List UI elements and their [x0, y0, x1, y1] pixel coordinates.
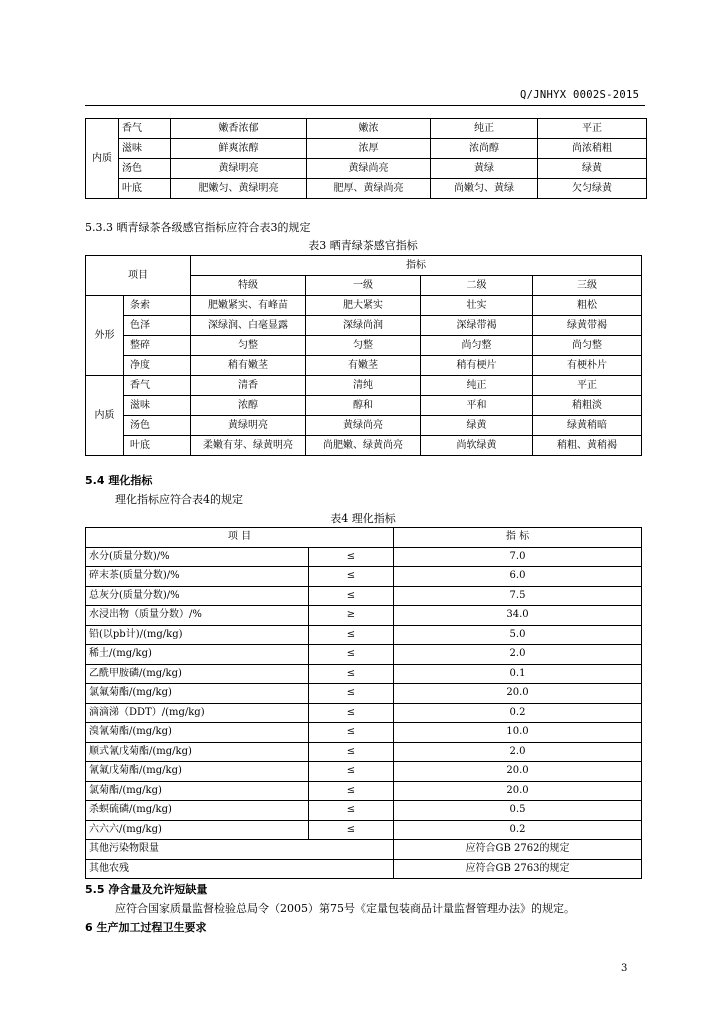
table-cell: 总灰分(质量分数)/%	[86, 586, 309, 606]
table-cell: 0.2	[394, 703, 642, 723]
table-cell: 平正	[538, 119, 647, 139]
table-cell: 柔嫩有芽、绿黄明亮	[191, 436, 306, 456]
table-cell: 尚肥嫩、绿黄尚亮	[306, 436, 421, 456]
table-cell: 0.1	[394, 664, 642, 684]
table-cell: 杀螟硫磷/(mg/kg)	[86, 801, 309, 821]
table-row	[86, 625, 642, 645]
table-cell: 应符合GB 2763的规定	[394, 859, 642, 879]
table-cell: 滋味	[119, 139, 171, 159]
table-row	[86, 684, 642, 704]
table-row	[86, 396, 642, 416]
sensory-table-continued	[85, 118, 647, 199]
table-cell: 粗松	[533, 296, 642, 316]
table-cell: 20.0	[394, 762, 642, 782]
table-cell: 清纯	[306, 376, 421, 396]
header-item: 项 目	[86, 528, 394, 548]
table-cell: 氯氟菊酯/(mg/kg)	[86, 684, 309, 704]
table-cell: 叶底	[119, 179, 171, 199]
table3-caption: 表3 晒青绿茶感官指标	[308, 239, 418, 252]
table-cell: 肥嫩匀、黄绿明亮	[171, 179, 307, 199]
table-cell: 鲜爽浓醇	[171, 139, 307, 159]
table-cell: ≤	[309, 567, 394, 587]
table-cell: 0.2	[394, 820, 642, 840]
table-row	[86, 859, 642, 879]
grade-header: 二级	[421, 276, 533, 296]
table4-caption: 表4 理化指标	[330, 512, 396, 525]
table-cell: 叶底	[124, 436, 191, 456]
table-cell: 尚软绿黄	[421, 436, 533, 456]
table-cell: 0.5	[394, 801, 642, 821]
table-cell: 2.0	[394, 742, 642, 762]
table-cell: 黄绿尚亮	[307, 159, 431, 179]
table-cell: 稍粗淡	[533, 396, 642, 416]
table-cell: 醇和	[306, 396, 421, 416]
table-cell: ≥	[309, 606, 394, 626]
table-cell: 纯正	[421, 376, 533, 396]
table-cell: 7.0	[394, 547, 642, 567]
table-row	[86, 703, 642, 723]
table-cell: 肥嫩紧实、有峰苗	[191, 296, 306, 316]
table-row	[86, 159, 647, 179]
section-5-5-text: 应符合国家质量监督检验总局令（2005）第75号《定量包装商品计量监督管理办法》的规定。	[115, 902, 575, 915]
table-row	[86, 436, 642, 456]
grade-header: 三级	[533, 276, 642, 296]
table-cell: 其他污染物限量	[86, 840, 394, 860]
table-row	[86, 781, 642, 801]
table-cell: 乙酰甲胺磷/(mg/kg)	[86, 664, 309, 684]
table-cell: 色泽	[124, 316, 191, 336]
table-cell: ≤	[309, 801, 394, 821]
table-cell: 6.0	[394, 567, 642, 587]
grade-header: 特级	[191, 276, 306, 296]
header-rule	[85, 105, 645, 106]
section-5-4-title: 5.4 理化指标	[85, 474, 153, 487]
group-label: 外形	[86, 296, 124, 376]
table-cell: ≤	[309, 586, 394, 606]
table-cell: 匀整	[306, 336, 421, 356]
table-cell: 汤色	[124, 416, 191, 436]
table-cell: 顺式氰戊菊酯/(mg/kg)	[86, 742, 309, 762]
table-cell: 绿黄	[421, 416, 533, 436]
header-index: 指 标	[394, 528, 642, 548]
table-row	[86, 664, 642, 684]
table-cell: 黄绿尚亮	[306, 416, 421, 436]
grade-header: 一级	[306, 276, 421, 296]
table-cell: 浓尚醇	[431, 139, 538, 159]
table-cell: 肥大紧实	[306, 296, 421, 316]
table-header-row	[86, 528, 642, 548]
table-row	[86, 376, 642, 396]
table-cell: 尚匀整	[533, 336, 642, 356]
table-cell: ≤	[309, 625, 394, 645]
table-cell: 浓厚	[307, 139, 431, 159]
table-row	[86, 586, 642, 606]
table-cell: 滋味	[124, 396, 191, 416]
table-cell: 条索	[124, 296, 191, 316]
table-cell: 平正	[533, 376, 642, 396]
table-cell: 应符合GB 2762的规定	[394, 840, 642, 860]
table-cell: 绿黄带褐	[533, 316, 642, 336]
table-cell: 尚嫩匀、黄绿	[431, 179, 538, 199]
table-cell: 清香	[191, 376, 306, 396]
table-cell: ≤	[309, 820, 394, 840]
table-row	[86, 416, 642, 436]
table-cell: 7.5	[394, 586, 642, 606]
table-cell: 黄绿明亮	[171, 159, 307, 179]
header-item: 项目	[86, 256, 191, 296]
table-cell: 氰氟戊菊酯/(mg/kg)	[86, 762, 309, 782]
table-cell: 肥厚、黄绿尚亮	[307, 179, 431, 199]
section-5-5-title: 5.5 净含量及允许短缺量	[85, 883, 208, 896]
table-cell: 水分(质量分数)/%	[86, 547, 309, 567]
table-cell: 10.0	[394, 723, 642, 743]
table-cell: 汤色	[119, 159, 171, 179]
table-row	[86, 606, 642, 626]
section-5-4-text: 理化指标应符合表4的规定	[115, 493, 243, 506]
table-cell: 绿黄	[538, 159, 647, 179]
table-cell: 深绿尚润	[306, 316, 421, 336]
table-cell: ≤	[309, 645, 394, 665]
table-cell: 欠匀绿黄	[538, 179, 647, 199]
table-cell: 黄绿明亮	[191, 416, 306, 436]
table-row	[86, 316, 642, 336]
table-row	[86, 356, 642, 376]
table-row	[86, 119, 647, 139]
table-cell: 溴氰菊酯/(mg/kg)	[86, 723, 309, 743]
document-code: Q/JNHYX 0002S-2015	[520, 89, 640, 101]
table-cell: 六六六/(mg/kg)	[86, 820, 309, 840]
table-cell: 香气	[119, 119, 171, 139]
table-cell: 5.0	[394, 625, 642, 645]
table-cell: ≤	[309, 547, 394, 567]
table-cell: 深绿润、白毫显露	[191, 316, 306, 336]
table-cell: 壮实	[421, 296, 533, 316]
table-cell: 浓醇	[191, 396, 306, 416]
table-cell: 黄绿	[431, 159, 538, 179]
table-row	[86, 336, 642, 356]
table-cell: 氯菊酯/(mg/kg)	[86, 781, 309, 801]
table3	[85, 255, 642, 456]
section-6-title: 6 生产加工过程卫生要求	[85, 921, 207, 934]
table-row	[86, 840, 642, 860]
table-cell: 有嫩茎	[306, 356, 421, 376]
table-row	[86, 139, 647, 159]
table-cell: 香气	[124, 376, 191, 396]
page-number: 3	[621, 963, 628, 974]
section-5-3-3: 5.3.3 晒青绿茶各级感官指标应符合表3的规定	[85, 221, 311, 234]
table-row	[86, 801, 642, 821]
table-cell: ≤	[309, 664, 394, 684]
group-label: 内质	[86, 119, 119, 199]
table-cell: 净度	[124, 356, 191, 376]
table-cell: 其他农残	[86, 859, 394, 879]
table-cell: 有梗朴片	[533, 356, 642, 376]
table-cell: 整碎	[124, 336, 191, 356]
header-index: 指标	[191, 256, 642, 276]
table-header-row	[86, 256, 642, 276]
table-cell: 稍有嫩茎	[191, 356, 306, 376]
table-row	[86, 567, 642, 587]
table-row	[86, 179, 647, 199]
table-cell: 水浸出物（质量分数）/%	[86, 606, 309, 626]
table-cell: 平和	[421, 396, 533, 416]
table-row	[86, 645, 642, 665]
table-cell: 铅(以pb计)/(mg/kg)	[86, 625, 309, 645]
table-cell: 2.0	[394, 645, 642, 665]
table-cell: 滴滴涕（DDT）/(mg/kg)	[86, 703, 309, 723]
table-row	[86, 762, 642, 782]
table4	[85, 527, 642, 879]
table-row	[86, 296, 642, 316]
table-row	[86, 820, 642, 840]
group-label: 内质	[86, 376, 124, 456]
table-cell: ≤	[309, 781, 394, 801]
table-row	[86, 742, 642, 762]
table-cell: 20.0	[394, 684, 642, 704]
table-cell: ≤	[309, 762, 394, 782]
table-cell: ≤	[309, 703, 394, 723]
table-cell: 纯正	[431, 119, 538, 139]
table-cell: 碎末茶(质量分数)/%	[86, 567, 309, 587]
table-cell: ≤	[309, 723, 394, 743]
table-cell: 34.0	[394, 606, 642, 626]
table-cell: 嫩浓	[307, 119, 431, 139]
table-cell: 绿黄稍暗	[533, 416, 642, 436]
table-cell: ≤	[309, 684, 394, 704]
table-cell: 尚浓稍粗	[538, 139, 647, 159]
table-row	[86, 723, 642, 743]
table-cell: 嫩香浓郁	[171, 119, 307, 139]
table-cell: 匀整	[191, 336, 306, 356]
table-row	[86, 547, 642, 567]
table-cell: 深绿带褐	[421, 316, 533, 336]
table-cell: 尚匀整	[421, 336, 533, 356]
table-cell: 20.0	[394, 781, 642, 801]
table-cell: 稀土/(mg/kg)	[86, 645, 309, 665]
table-cell: ≤	[309, 742, 394, 762]
table-cell: 稍粗、黄稍褐	[533, 436, 642, 456]
table-cell: 稍有梗片	[421, 356, 533, 376]
